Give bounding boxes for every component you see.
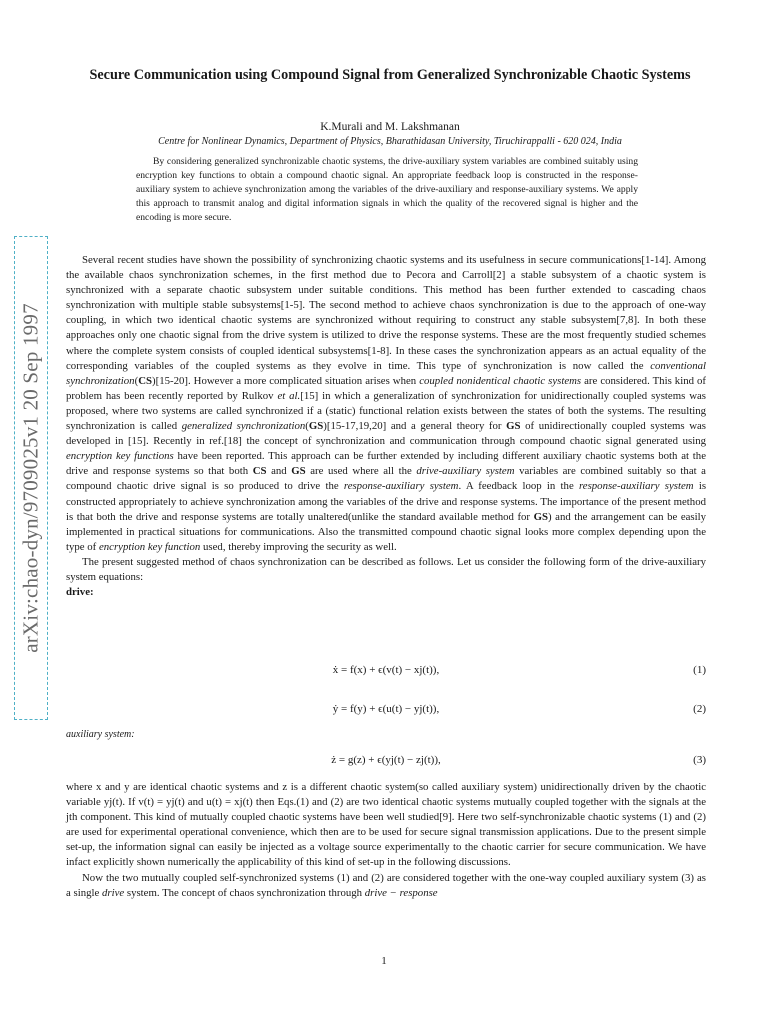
paragraph-where: where x and y are identical chaotic systems and z is a different chaotic system(so called auxiliary system) unidirectionally driven by the chaotic variable yj(t). If v(t) = yj(t) and u(t) = xj(t) then Eqs.(1) and (2) are two identical chaotic systems mutually coupled together with the signals at the jth component. This kind of mutually coupled chaotic systems have been well studied[9]. Here two self-synchronizable chaotic systems (1) and (2) are used for experimental operational convenience, which then are to be used for secure signal transmission applications. Due to the present simple set-up, the information signal can easily be injected as a voltage source experimentally to the chaotic carrier for secure communication. We have infact explicitly shown numerically the applicability of this kind of set-up in the following discussions. bbox=[66, 781, 706, 869]
abstract: By considering generalized synchronizable chaotic systems, the drive-auxiliary system variables are combined suitably using encryption key functions to obtain a compound chaotic signal. An appropriate feedback loop is constructed in the response-auxiliary system to achieve synchronization among the variables of the drive-auxiliary and response-auxiliary systems. We apply this approach to transmit analog and digital information signals in which the quality of the recovered signal is higher and the encoding is more secure. bbox=[136, 156, 638, 224]
affiliation: Centre for Nonlinear Dynamics, Department of Physics, Bharathidasan University, Tiruchirappalli - 620 024, India bbox=[158, 136, 622, 147]
equation-number: (2) bbox=[693, 703, 706, 715]
paragraph-intro: Several recent studies have shown the possibility of synchronizing chaotic systems and its usefulness in secure communications[1-14]. Among the available chaos synchronization schemes, in the first method due to Pecora and Carroll[2] a stable subsystem of a chaotic system is synchronized with a separate chaotic subsystem under suitable conditions. This method has been further extended to cascading chaos synchronization with multiple stable subsystems[1-5]. The second method to achieve chaos synchronization is due to the approach of one-way coupling, in which two identical chaotic systems are synchronized without requiring to construct any stable subsystem[7,8]. In both these approaches only one chaotic signal from the drive system is utilized to drive the response systems. These are the most frequently studied schemes where the complete system consists of coupled identical subsystems[1-8]. In these cases the synchronization appears as an actual equality of the corresponding variables of the coupled systems as they evolve in time. This type of synchronization is now called the conventional synchronization(CS)[15-20]. However a more complicated situation arises when coupled nonidentical chaotic systems are considered. This kind of problem has been recently reported by Rulkov et al.[15] in which a generalization of synchronization for unidirectionally coupled systems was proposed, where two systems are called synchronized if a (static) functional relation exists between the states of both the systems. The resulting synchronization is called generalized synchronization(GS)[15-17,19,20] and a general theory for GS of unidirectionally coupled systems was developed in [15]. Recently in ref.[18] the concept of synchronization and communication through compound chaotic signal generated using encryption key functions have been reported. This approach can be further extended by including different auxiliary chaotic systems both at the drive and response systems so that both CS and GS are used where all the drive-auxiliary system variables are combined suitably so that a compound chaotic drive signal is so produced to drive the response-auxiliary system. A feedback loop in the response-auxiliary system is constructed appropriately to achieve synchronization among the variables of the drive and response systems. The importance of the present method is that both the drive and response systems are totally unaltered(unlike the standard available method for GS) and the arrangement can be easily implemented in practical situations for communications. Also the transmitted compound chaotic signal looks more complex depending upon the type of encryption key function used, thereby improving the security as well. bbox=[66, 254, 707, 553]
authors: K.Murali and M. Lakshmanan bbox=[320, 121, 460, 133]
arxiv-stamp-text: arXiv:chao-dyn/9709025v1 20 Sep 1997 bbox=[18, 303, 43, 653]
equation-expression: ẋ = f(x) + ϵ(v(t) − xj(t)), bbox=[332, 664, 440, 676]
equation-3 bbox=[66, 754, 706, 770]
paragraph-coupled: Now the two mutually coupled self-synchronized systems (1) and (2) are considered together with the one-way coupled auxiliary system (3) as a single drive system. The concept of chaos synchronization through drive − response bbox=[66, 871, 706, 899]
page-number: 1 bbox=[381, 955, 387, 967]
paragraph-method: The present suggested method of chaos synchronization can be described as follows. Let us consider the following form of the drive-auxiliary system equations: bbox=[66, 555, 706, 583]
equation-expression: ż = g(z) + ϵ(yj(t) − zj(t)), bbox=[331, 754, 441, 766]
paper-title: Secure Communication using Compound Signal from Generalized Synchronizable Chaotic Systems bbox=[89, 67, 691, 83]
arxiv-stamp bbox=[14, 236, 48, 720]
equation-number: (1) bbox=[693, 664, 706, 676]
drive-label: drive: bbox=[66, 586, 94, 599]
equation-number: (3) bbox=[693, 754, 706, 766]
auxiliary-label: auxiliary system: bbox=[66, 729, 135, 740]
body-text-continued bbox=[66, 780, 706, 901]
equation-1 bbox=[66, 664, 706, 680]
equation-2 bbox=[66, 703, 706, 719]
equation-expression: ẏ = f(y) + ϵ(u(t) − yj(t)), bbox=[332, 703, 440, 715]
body-text bbox=[66, 253, 706, 600]
